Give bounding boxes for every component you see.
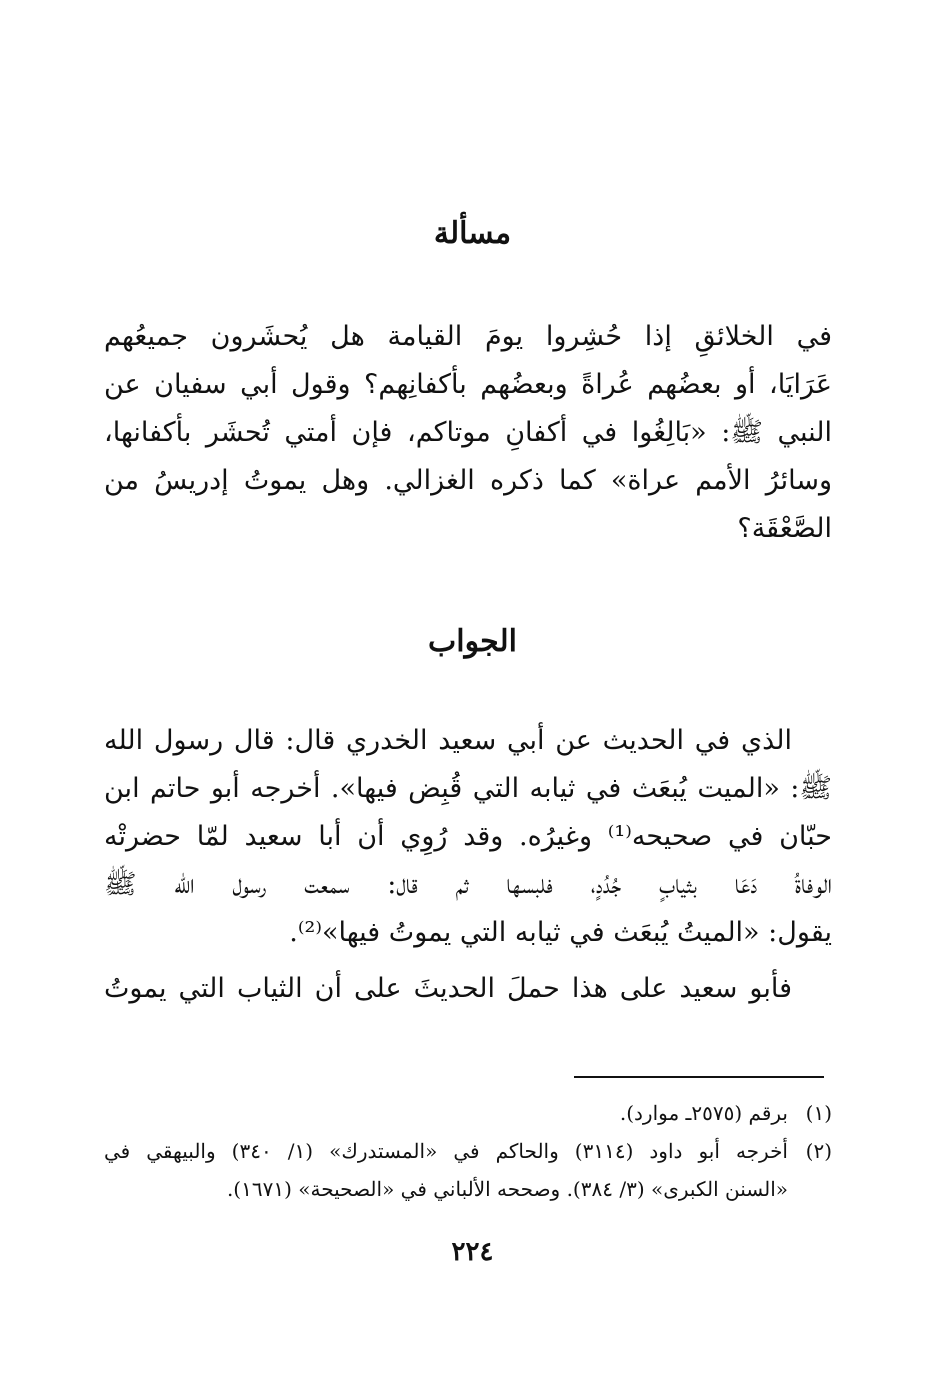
footnote-separator [574,1076,824,1078]
footnote-2-continuation: «السنن الكبرى» (٣/ ٣٨٤). وصححه الألباني في «الصحيحة» (١٦٧١). [226,1177,788,1201]
answer-line-5: يقول: «الميتُ يُبعَث في ثيابه التي يموتُ فيها»⁽²⁾. [289,917,832,948]
answer-line-2: ﷺ: «الميت يُبعَث في ثيابه التي قُبِض فيها». أخرجه أبو حاتم ابن [104,773,832,804]
answer-line-4: الوفاةُ دَعَا بثيابٍ جُدُدٍ، فلبسها ثم قال: سمعت رسول الله ﷺ [104,869,832,900]
footnote-number: (٢) [805,1139,832,1163]
answer-heading: الجواب [428,624,517,659]
answer-line-3: حبّان في صحيحه⁽¹⁾ وغيرُه. وقد رُوِي أن أبا سعيد لمّا حضرتْه [104,821,832,852]
question-line-5: الصَّعْقَة؟ [737,513,832,544]
footnote-text: أخرجه أبو داود (٣١١٤) والحاكم في «المستدرك» (١/ ٣٤٠) والبيهقي في [104,1139,788,1163]
footnote-1 [104,1096,832,1130]
answer-line-1: الذي في الحديث عن أبي سعيد الخدري قال: قال رسول الله [104,725,792,756]
footnote-2 [104,1134,832,1168]
question-line-3: النبي ﷺ: «بَالِغُوا في أكفانِ موتاكم، فإن أمتي تُحشَر بأكفانها، [104,417,832,448]
question-line-2: عَرَايَا، أو بعضُهم عُراةً وبعضُهم بأكفانِهم؟ وقول أبي سفيان عن [104,369,832,400]
page-number: ٢٢٤ [451,1237,494,1267]
question-line-4: وسائرُ الأمم عراة» كما ذكره الغزالي. وهل يموتُ إدريسُ من [104,465,832,496]
question-heading: مسألة [433,216,512,251]
footnote-text: برقم (٢٥٧٥ـ موارد). [619,1101,788,1125]
footnote-number: (١) [805,1101,832,1125]
question-line-1: في الخلائقِ إذا حُشِروا يومَ القيامة هل يُحشَرون جميعُهم [104,321,832,352]
answer-line-6: فأبو سعيد على هذا حملَ الحديثَ على أن الثياب التي يموتُ [104,973,792,1004]
